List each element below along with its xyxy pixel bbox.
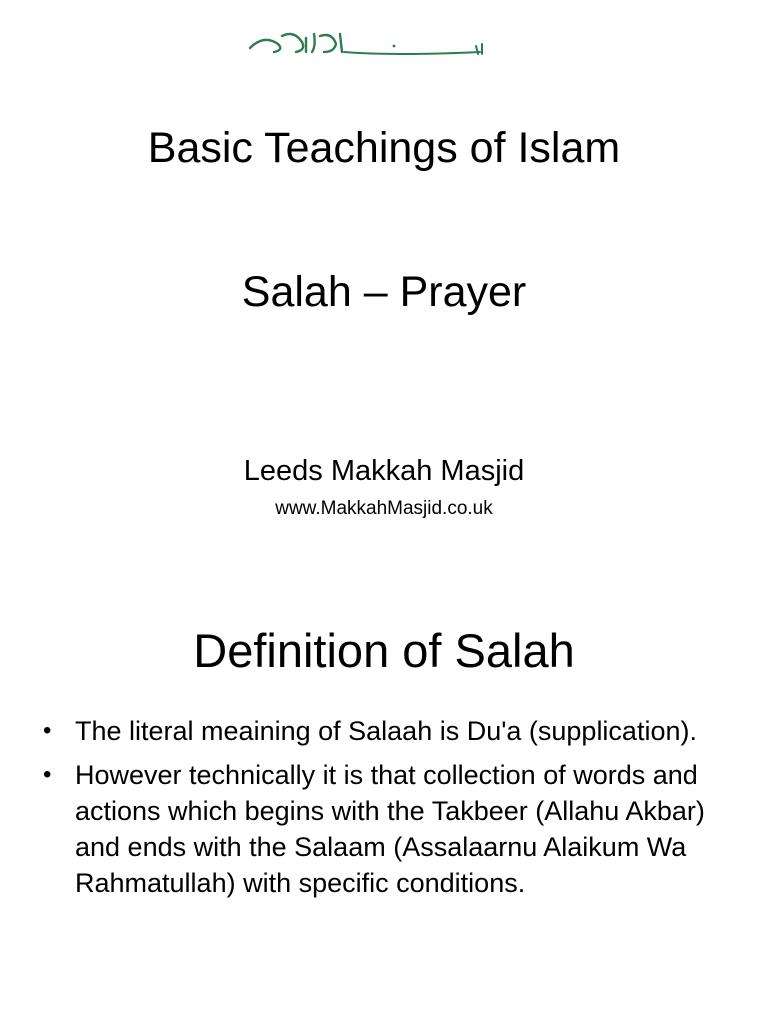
calligraphy-baseline bbox=[344, 52, 480, 54]
definition-slide bbox=[0, 600, 768, 1024]
organization-website: www.MakkahMasjid.co.uk bbox=[275, 498, 493, 519]
presentation-subtitle: Salah – Prayer bbox=[241, 268, 527, 316]
definition-heading: Definition of Salah bbox=[193, 624, 575, 677]
list-item bbox=[0, 713, 768, 749]
bullet-icon: • bbox=[43, 717, 52, 744]
definition-bullet-list bbox=[0, 713, 768, 909]
bismillah-calligraphy bbox=[244, 22, 488, 68]
calligraphy-graphic bbox=[244, 22, 488, 68]
presentation-title: Basic Teachings of Islam bbox=[147, 124, 621, 172]
calligraphy-strokes bbox=[250, 34, 342, 52]
calligraphy-dot bbox=[393, 45, 396, 48]
list-item bbox=[0, 757, 768, 901]
bullet-text: The literal meaining of Salaah is Du'a (supplication). bbox=[75, 716, 697, 746]
organization-name: Leeds Makkah Masjid bbox=[243, 455, 525, 487]
bullet-text: However technically it is that collection of words and actions which begins with the Takbeer (Allahu Akbar) and ends with the Salaam (Assalaarnu Alaikum Wa Rahmatullah) with specific conditions. bbox=[75, 760, 705, 898]
bullet-icon: • bbox=[43, 761, 52, 788]
